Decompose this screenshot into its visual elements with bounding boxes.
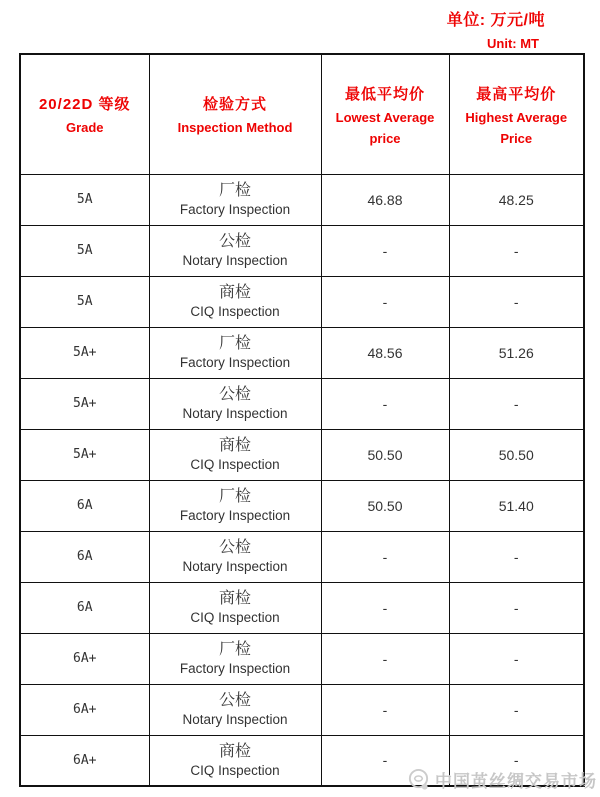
lowest-price-cell: - [321, 276, 449, 327]
inspection-method-cn: 厂检 [218, 639, 251, 659]
inspection-method-en: Factory Inspection [179, 202, 291, 218]
inspection-method-en: Notary Inspection [182, 253, 288, 269]
col-header-highest-price [449, 54, 584, 174]
inspection-method-en: CIQ Inspection [190, 304, 280, 320]
table-row [20, 378, 584, 429]
inspection-method-en: CIQ Inspection [190, 610, 280, 626]
lowest-price-cell: 48.56 [321, 327, 449, 378]
table-row [20, 429, 584, 480]
col-header-inspection-method-cn: 检验方式 [202, 96, 267, 114]
inspection-method-cn: 商检 [218, 588, 251, 608]
highest-price-cell: - [449, 582, 584, 633]
grade-value: 5A [76, 294, 93, 309]
col-header-highest-price-cn: 最高平均价 [476, 85, 557, 103]
inspection-method-cell [149, 429, 321, 480]
lowest-price-cell: 50.50 [321, 429, 449, 480]
grade-value: 5A [76, 243, 93, 258]
highest-price-cell: - [449, 276, 584, 327]
grade-cell [20, 531, 149, 582]
lowest-price-cell: 50.50 [321, 480, 449, 531]
grade-cell [20, 378, 149, 429]
header-row [20, 54, 584, 174]
col-header-grade-en: Grade [65, 120, 104, 136]
table-row [20, 480, 584, 531]
highest-price-cell: - [449, 378, 584, 429]
table-row [20, 633, 584, 684]
lowest-price-cell: - [321, 225, 449, 276]
watermark [407, 767, 597, 792]
grade-value: 5A+ [73, 345, 97, 360]
grade-cell [20, 633, 149, 684]
grade-value: 6A+ [73, 702, 97, 717]
inspection-method-cell [149, 531, 321, 582]
grade-value: 6A+ [73, 651, 97, 666]
col-header-lowest-price-en2: price [369, 130, 401, 146]
inspection-method-cn: 商检 [218, 282, 251, 302]
price-table [19, 53, 585, 787]
table-row [20, 225, 584, 276]
lowest-price-cell: - [321, 582, 449, 633]
table-row [20, 531, 584, 582]
lowest-price-cell: - [321, 684, 449, 735]
inspection-method-cell [149, 276, 321, 327]
grade-value: 6A [76, 549, 93, 564]
inspection-method-cell [149, 174, 321, 225]
inspection-method-cell [149, 327, 321, 378]
col-header-grade-cn: 20/22D 等级 [38, 96, 131, 114]
col-header-lowest-price [321, 54, 449, 174]
col-header-inspection-method [149, 54, 321, 174]
grade-value: 5A [76, 192, 93, 207]
col-header-lowest-price-en: Lowest Average [335, 109, 435, 125]
unit-label [447, 7, 545, 51]
inspection-method-cn: 商检 [218, 435, 251, 455]
inspection-method-cn: 公检 [218, 384, 251, 404]
inspection-method-en: Factory Inspection [179, 355, 291, 371]
lowest-price-cell: - [321, 378, 449, 429]
grade-cell [20, 327, 149, 378]
grade-cell [20, 174, 149, 225]
grade-value: 6A [76, 600, 93, 615]
highest-price-cell: - [449, 531, 584, 582]
inspection-method-en: CIQ Inspection [190, 763, 280, 779]
table-row [20, 276, 584, 327]
grade-cell [20, 276, 149, 327]
highest-price-cell: - [449, 633, 584, 684]
grade-cell [20, 225, 149, 276]
highest-price-cell: 50.50 [449, 429, 584, 480]
table-row [20, 582, 584, 633]
inspection-method-cell [149, 633, 321, 684]
inspection-method-cn: 商检 [218, 740, 251, 760]
highest-price-cell: - [449, 735, 584, 786]
grade-value: 5A+ [73, 447, 97, 462]
col-header-inspection-method-en: Inspection Method [177, 120, 293, 136]
grade-value: 6A+ [73, 752, 97, 768]
inspection-method-en: Factory Inspection [179, 661, 291, 677]
inspection-method-cn: 厂检 [218, 333, 251, 353]
grade-cell [20, 480, 149, 531]
highest-price-cell: 51.26 [449, 327, 584, 378]
inspection-method-en: Notary Inspection [182, 406, 288, 422]
inspection-method-cell [149, 480, 321, 531]
lowest-price-cell: - [321, 735, 449, 786]
inspection-method-en: Notary Inspection [182, 559, 288, 575]
col-header-lowest-price-cn: 最低平均价 [344, 85, 425, 103]
inspection-method-en: CIQ Inspection [190, 457, 280, 473]
inspection-method-cell [149, 582, 321, 633]
table-row [20, 174, 584, 225]
grade-value: 6A [76, 498, 93, 513]
inspection-method-en: Notary Inspection [182, 712, 288, 728]
lowest-price-cell: - [321, 531, 449, 582]
col-header-highest-price-en: Highest Average [465, 109, 568, 125]
watermark-text: 中国茧丝绸交易市场 [435, 772, 597, 791]
grade-cell [20, 684, 149, 735]
price-table-body [20, 174, 584, 786]
lowest-price-cell: - [321, 633, 449, 684]
col-header-grade [20, 54, 149, 174]
inspection-method-cn: 公检 [218, 231, 251, 251]
table-row [20, 327, 584, 378]
highest-price-cell: 51.40 [449, 480, 584, 531]
grade-cell [20, 582, 149, 633]
grade-value: 5A+ [73, 396, 97, 411]
unit-label-en: Unit: MT [487, 36, 539, 51]
market-logo-icon [407, 768, 430, 791]
highest-price-cell: - [449, 684, 584, 735]
grade-cell [20, 429, 149, 480]
grade-cell [20, 735, 149, 786]
col-header-highest-price-en2: Price [500, 130, 533, 146]
highest-price-cell: - [449, 225, 584, 276]
inspection-method-cell [149, 684, 321, 735]
inspection-method-cn: 厂检 [218, 180, 251, 200]
lowest-price-cell: 46.88 [321, 174, 449, 225]
inspection-method-cell [149, 225, 321, 276]
inspection-method-cn: 公检 [218, 537, 251, 557]
inspection-method-cn: 公检 [218, 690, 251, 710]
inspection-method-cell [149, 378, 321, 429]
inspection-method-cell [149, 735, 321, 786]
highest-price-cell: 48.25 [449, 174, 584, 225]
table-row [20, 684, 584, 735]
inspection-method-en: Factory Inspection [179, 508, 291, 524]
inspection-method-cn: 厂检 [218, 486, 251, 506]
unit-label-cn: 单位: 万元/吨 [446, 12, 545, 29]
